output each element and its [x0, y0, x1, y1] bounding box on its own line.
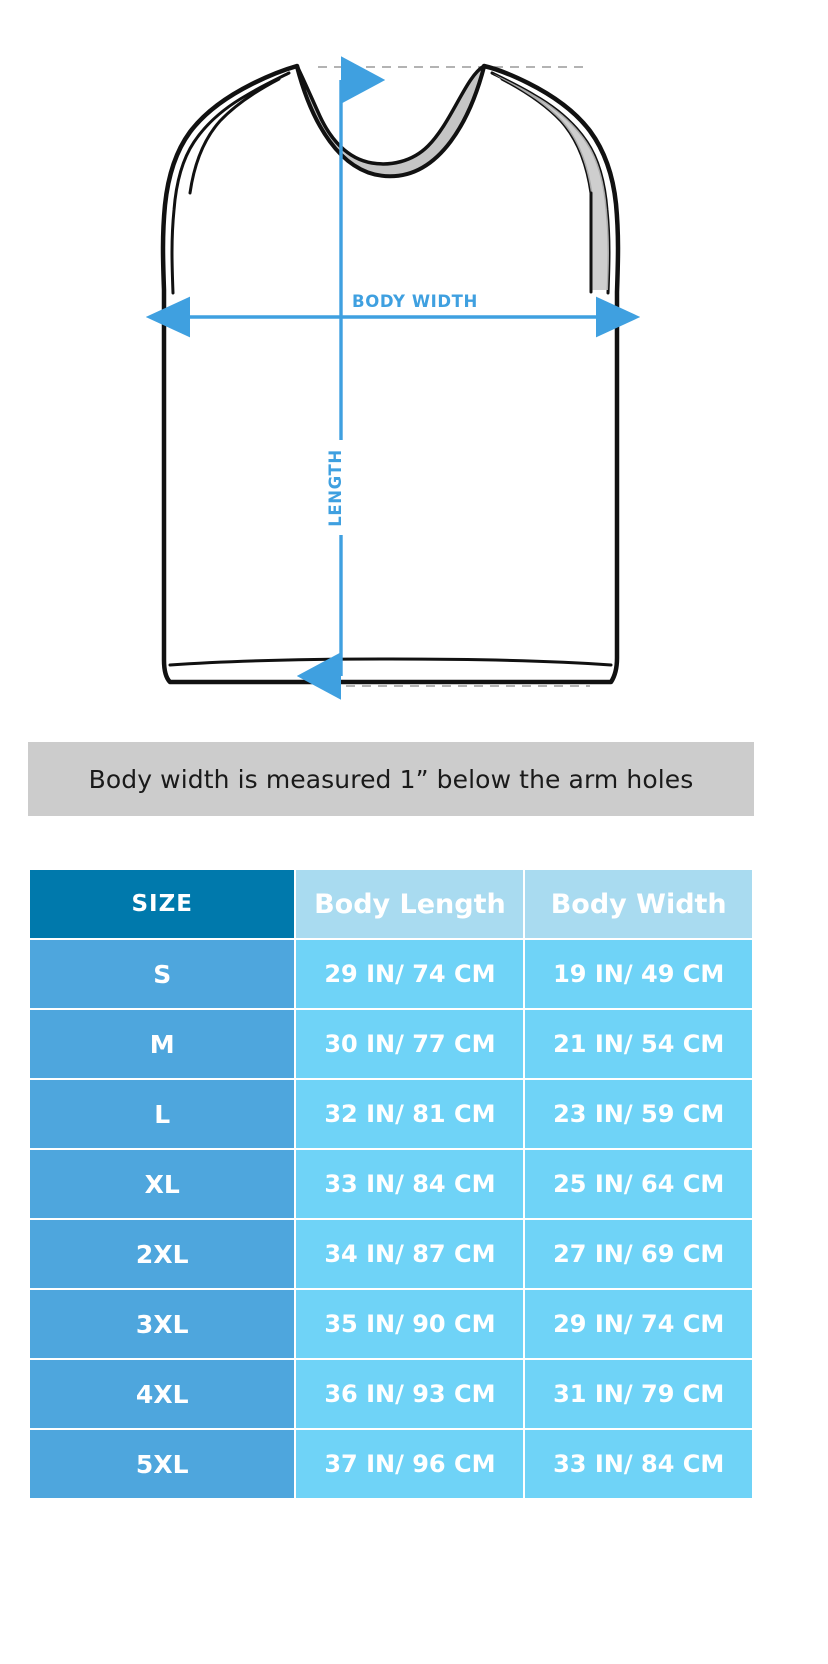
garment-diagram	[0, 0, 828, 720]
cell-body-length: 35 IN/ 90 CM	[296, 1290, 523, 1358]
table-row	[30, 1080, 752, 1148]
table-header-row	[30, 870, 752, 938]
cell-body-width: 33 IN/ 84 CM	[525, 1430, 752, 1498]
cell-body-length: 29 IN/ 74 CM	[296, 940, 523, 1008]
cell-size: 4XL	[30, 1360, 294, 1428]
cell-body-width: 31 IN/ 79 CM	[525, 1360, 752, 1428]
body-width-label: BODY WIDTH	[352, 292, 478, 311]
cell-size: 2XL	[30, 1220, 294, 1288]
header-body-width: Body Width	[525, 870, 752, 938]
measurement-note-banner	[28, 742, 754, 816]
size-table	[28, 868, 754, 1500]
cell-size: 3XL	[30, 1290, 294, 1358]
cell-body-width: 21 IN/ 54 CM	[525, 1010, 752, 1078]
cell-body-width: 23 IN/ 59 CM	[525, 1080, 752, 1148]
cell-body-width: 27 IN/ 69 CM	[525, 1220, 752, 1288]
length-label: LENGTH	[326, 449, 345, 527]
header-body-length: Body Length	[296, 870, 523, 938]
cell-size: M	[30, 1010, 294, 1078]
table-row	[30, 1010, 752, 1078]
cell-body-length: 33 IN/ 84 CM	[296, 1150, 523, 1218]
table-row	[30, 1360, 752, 1428]
cell-body-length: 34 IN/ 87 CM	[296, 1220, 523, 1288]
cell-body-width: 25 IN/ 64 CM	[525, 1150, 752, 1218]
cell-body-width: 19 IN/ 49 CM	[525, 940, 752, 1008]
cell-body-length: 36 IN/ 93 CM	[296, 1360, 523, 1428]
table-row	[30, 1430, 752, 1498]
cell-size: 5XL	[30, 1430, 294, 1498]
table-row	[30, 940, 752, 1008]
cell-body-length: 37 IN/ 96 CM	[296, 1430, 523, 1498]
cell-size: XL	[30, 1150, 294, 1218]
table-row	[30, 1150, 752, 1218]
cell-body-length: 32 IN/ 81 CM	[296, 1080, 523, 1148]
cell-size: L	[30, 1080, 294, 1148]
table-row	[30, 1220, 752, 1288]
cell-size: S	[30, 940, 294, 1008]
tank-top-shape	[163, 66, 618, 682]
header-size: SIZE	[30, 870, 294, 938]
cell-body-width: 29 IN/ 74 CM	[525, 1290, 752, 1358]
measurement-note-text: Body width is measured 1” below the arm holes	[88, 764, 694, 794]
table-row	[30, 1290, 752, 1358]
cell-body-length: 30 IN/ 77 CM	[296, 1010, 523, 1078]
